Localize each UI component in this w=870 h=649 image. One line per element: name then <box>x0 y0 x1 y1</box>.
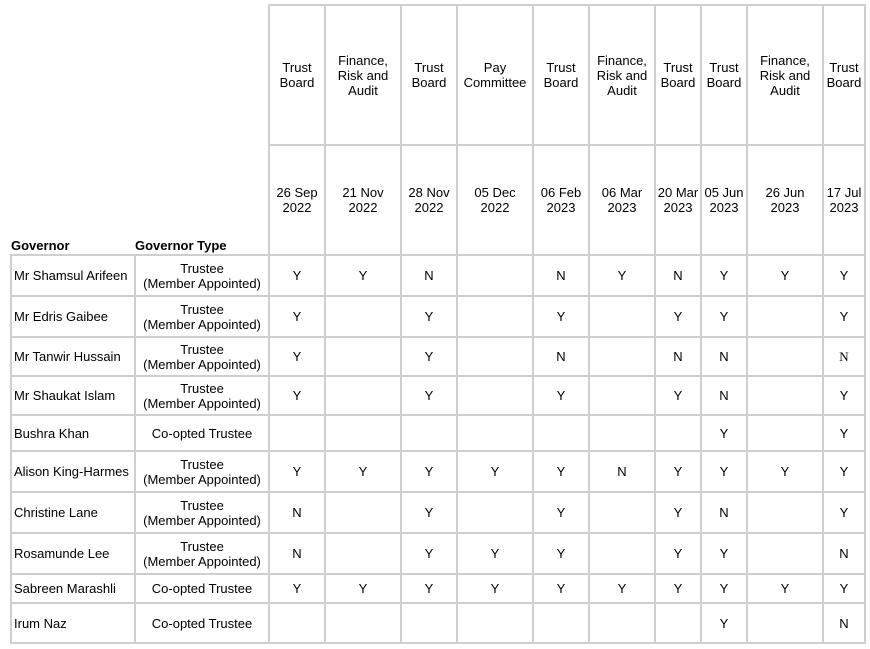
governor-type-line: Trustee <box>180 538 224 554</box>
attendance-cell <box>269 337 325 376</box>
attendance-cell <box>401 574 457 603</box>
attendance-cell <box>655 533 701 574</box>
attendance-mark: N <box>839 349 849 364</box>
committee-name-line: Board <box>411 75 447 90</box>
attendance-mark: Y <box>719 581 729 596</box>
meeting-date-line: 2023 <box>546 200 576 215</box>
attendance-cell <box>747 492 823 533</box>
attendance-cell <box>655 492 701 533</box>
attendance-cell <box>401 296 457 337</box>
attendance-mark: Y <box>556 581 566 596</box>
attendance-cell <box>823 451 865 492</box>
attendance-mark: Y <box>424 349 434 364</box>
attendance-cell <box>269 492 325 533</box>
committee-name-line: Board <box>826 75 862 90</box>
attendance-cell <box>589 533 655 574</box>
governor-type-line: Co-opted Trustee <box>151 425 253 441</box>
attendance-cell <box>401 415 457 451</box>
meeting-date-line: 20 Mar <box>657 185 699 200</box>
attendance-cell <box>401 451 457 492</box>
attendance-mark: Y <box>839 388 849 403</box>
governor-name <box>11 492 135 533</box>
attendance-mark: N <box>556 349 566 364</box>
attendance-cell <box>747 451 823 492</box>
attendance-mark: Y <box>673 505 683 520</box>
governor-name-text: Irum Naz <box>14 615 67 631</box>
attendance-mark: N <box>719 505 729 520</box>
governor-name <box>11 415 135 451</box>
attendance-mark: Y <box>719 615 729 631</box>
governor-name <box>11 574 135 603</box>
attendance-cell <box>533 296 589 337</box>
attendance-cell <box>269 451 325 492</box>
attendance-cell <box>589 255 655 296</box>
committee-name-line: Finance, <box>338 52 388 68</box>
meeting-committee-header <box>533 5 589 145</box>
meeting-date-header <box>823 145 865 255</box>
attendance-cell <box>533 415 589 451</box>
meeting-date-header <box>701 145 747 255</box>
meeting-date-line: 2022 <box>480 200 510 215</box>
attendance-mark: Y <box>424 505 434 520</box>
attendance-cell <box>747 376 823 415</box>
attendance-mark: Y <box>556 505 566 520</box>
committee-name-line: Trust <box>546 60 576 75</box>
governor-row <box>11 533 865 574</box>
attendance-cell <box>701 255 747 296</box>
attendance-mark: Y <box>358 268 368 283</box>
attendance-cell <box>533 376 589 415</box>
meeting-date-line: 2023 <box>607 200 637 215</box>
attendance-mark: N <box>719 349 729 364</box>
attendance-cell <box>589 574 655 603</box>
attendance-mark: Y <box>719 309 729 324</box>
meeting-date-line: 2023 <box>663 200 693 215</box>
governor-name-text: Mr Tanwir Hussain <box>14 349 121 364</box>
meeting-date-header <box>655 145 701 255</box>
attendance-cell <box>747 415 823 451</box>
attendance-mark: Y <box>839 309 849 324</box>
meeting-date-line: 2023 <box>770 200 800 215</box>
attendance-cell <box>269 533 325 574</box>
attendance-mark: Y <box>556 309 566 324</box>
meeting-date-header <box>401 145 457 255</box>
committee-name-line: Risk and <box>759 67 811 83</box>
attendance-mark: Y <box>424 546 434 561</box>
meeting-date-header <box>589 145 655 255</box>
attendance-cell <box>747 574 823 603</box>
governor-type-line: (Member Appointed) <box>143 395 261 411</box>
meeting-committee-header <box>589 5 655 145</box>
meeting-date-line: 2022 <box>414 200 444 215</box>
attendance-cell <box>325 255 401 296</box>
committee-name-line: Audit <box>607 82 637 98</box>
attendance-cell <box>701 492 747 533</box>
attendance-cell <box>589 296 655 337</box>
attendance-mark: Y <box>617 581 627 596</box>
committee-name-line: Trust <box>709 60 739 75</box>
committee-name-line: Audit <box>770 82 800 98</box>
attendance-mark: Y <box>556 546 566 561</box>
attendance-mark: Y <box>719 268 729 283</box>
attendance-cell <box>269 376 325 415</box>
meeting-date-line: 2023 <box>709 200 739 215</box>
attendance-mark: N <box>424 268 434 283</box>
governor-type-line: Trustee <box>180 497 224 513</box>
meeting-date-line: 05 Jun <box>704 185 744 200</box>
attendance-mark: Y <box>292 309 302 324</box>
meeting-date-line: 21 Nov <box>342 185 384 200</box>
attendance-mark: Y <box>490 464 500 479</box>
attendance-cell <box>269 603 325 643</box>
attendance-cell <box>655 451 701 492</box>
governor-row <box>11 255 865 296</box>
governor-type-line: (Member Appointed) <box>143 316 261 332</box>
attendance-cell <box>457 376 533 415</box>
attendance-cell <box>325 415 401 451</box>
attendance-cell <box>747 255 823 296</box>
governor-name-text: Mr Shaukat Islam <box>14 388 116 403</box>
attendance-mark: Y <box>673 581 683 596</box>
attendance-cell <box>269 255 325 296</box>
governor-type-column-label <box>135 145 269 255</box>
attendance-cell <box>457 533 533 574</box>
governor-name-text: Mr Shamsul Arifeen <box>14 268 128 283</box>
governor-name <box>11 337 135 376</box>
attendance-cell <box>533 255 589 296</box>
date-header-row <box>11 145 865 255</box>
attendance-mark: Y <box>673 309 683 324</box>
attendance-mark: Y <box>358 464 368 479</box>
attendance-mark: Y <box>673 388 683 403</box>
attendance-cell <box>589 492 655 533</box>
attendance-cell <box>401 492 457 533</box>
attendance-mark: Y <box>358 581 368 596</box>
governor-type-line: Trustee <box>180 380 224 396</box>
committee-name-line: Trust <box>829 60 859 75</box>
attendance-cell <box>589 376 655 415</box>
governor-type <box>135 376 269 415</box>
governor-name-text: Bushra Khan <box>14 425 90 441</box>
governor-label-text: Governor <box>11 238 70 253</box>
attendance-cell <box>401 533 457 574</box>
meeting-date-line: 06 Mar <box>601 185 643 200</box>
committee-header-row <box>11 5 865 145</box>
governor-type <box>135 415 269 451</box>
attendance-mark: N <box>673 268 683 283</box>
attendance-cell <box>457 603 533 643</box>
attendance-cell <box>701 533 747 574</box>
header-spacer <box>11 5 269 145</box>
meeting-date-header <box>325 145 401 255</box>
meeting-date-line: 26 Jun <box>765 185 805 200</box>
attendance-cell <box>655 255 701 296</box>
meeting-date-line: 28 Nov <box>408 185 450 200</box>
attendance-mark: N <box>292 546 302 561</box>
attendance-cell <box>325 574 401 603</box>
governor-name <box>11 376 135 415</box>
attendance-cell <box>701 376 747 415</box>
attendance-cell <box>457 296 533 337</box>
governor-type-line: (Member Appointed) <box>143 356 261 372</box>
governor-type-line: (Member Appointed) <box>143 275 261 291</box>
committee-name-line: Trust <box>414 60 444 75</box>
attendance-mark: Y <box>839 581 849 596</box>
attendance-mark: Y <box>719 546 729 561</box>
attendance-cell <box>533 533 589 574</box>
governor-row <box>11 492 865 533</box>
attendance-cell <box>533 603 589 643</box>
attendance-cell <box>701 603 747 643</box>
attendance-cell <box>655 574 701 603</box>
attendance-mark: Y <box>556 464 566 479</box>
governor-type <box>135 296 269 337</box>
governor-type <box>135 451 269 492</box>
attendance-cell <box>325 337 401 376</box>
attendance-cell <box>457 255 533 296</box>
attendance-cell <box>533 451 589 492</box>
governor-row <box>11 603 865 643</box>
attendance-cell <box>325 296 401 337</box>
attendance-mark: N <box>839 615 849 631</box>
meeting-committee-header <box>269 5 325 145</box>
attendance-mark: Y <box>839 425 849 441</box>
attendance-cell <box>823 415 865 451</box>
attendance-mark: Y <box>424 388 434 403</box>
governor-name-text: Sabreen Marashli <box>14 581 116 596</box>
governor-row <box>11 296 865 337</box>
attendance-mark: Y <box>673 464 683 479</box>
attendance-mark: Y <box>292 349 302 364</box>
governor-type <box>135 492 269 533</box>
governor-type <box>135 533 269 574</box>
governor-column-label <box>11 145 135 255</box>
governor-name <box>11 533 135 574</box>
attendance-cell <box>589 415 655 451</box>
governor-name <box>11 451 135 492</box>
attendance-mark: Y <box>556 388 566 403</box>
attendance-cell <box>325 492 401 533</box>
meeting-committee-header <box>325 5 401 145</box>
attendance-cell <box>457 492 533 533</box>
governor-type <box>135 574 269 603</box>
attendance-mark: Y <box>490 546 500 561</box>
governor-row <box>11 415 865 451</box>
attendance-cell <box>401 255 457 296</box>
attendance-cell <box>401 603 457 643</box>
attendance-mark: Y <box>780 464 790 479</box>
meeting-date-line: 17 Jul <box>826 185 862 200</box>
attendance-mark: Y <box>839 464 849 479</box>
attendance-cell <box>823 296 865 337</box>
meeting-committee-header <box>747 5 823 145</box>
governor-type-line: Co-opted Trustee <box>151 615 253 631</box>
attendance-mark: N <box>839 546 849 561</box>
committee-name-line: Finance, <box>597 52 647 68</box>
governor-name-text: Christine Lane <box>14 505 98 520</box>
attendance-table-container <box>10 4 866 644</box>
attendance-cell <box>747 337 823 376</box>
attendance-cell <box>655 376 701 415</box>
attendance-cell <box>701 296 747 337</box>
governor-type-line: Trustee <box>180 341 224 357</box>
committee-name-line: Risk and <box>337 67 389 83</box>
attendance-cell <box>533 574 589 603</box>
meeting-date-header <box>269 145 325 255</box>
attendance-mark: Y <box>839 505 849 520</box>
governor-type-line: (Member Appointed) <box>143 553 261 569</box>
governor-type-line: Co-opted Trustee <box>151 581 253 596</box>
committee-name-line: Finance, <box>760 52 810 68</box>
governor-name-text: Rosamunde Lee <box>14 546 110 561</box>
governor-name-text: Mr Edris Gaibee <box>14 309 108 324</box>
committee-name-line: Board <box>660 75 696 90</box>
attendance-cell <box>457 574 533 603</box>
governor-type-line: Trustee <box>180 456 224 472</box>
committee-name-line: Trust <box>663 60 693 75</box>
attendance-cell <box>701 337 747 376</box>
governor-row <box>11 451 865 492</box>
attendance-cell <box>533 492 589 533</box>
attendance-mark: Y <box>780 268 790 283</box>
attendance-mark: N <box>556 268 566 283</box>
governor-row <box>11 337 865 376</box>
meeting-date-header <box>747 145 823 255</box>
governor-row <box>11 376 865 415</box>
committee-name-line: Trust <box>282 60 312 75</box>
committee-name-line: Pay <box>483 60 507 75</box>
governor-type <box>135 255 269 296</box>
governor-row <box>11 574 865 603</box>
attendance-mark: Y <box>424 581 434 596</box>
attendance-mark: N <box>673 349 683 364</box>
attendance-mark: Y <box>719 464 729 479</box>
governor-name <box>11 296 135 337</box>
committee-name-line: Risk and <box>596 67 648 83</box>
attendance-cell <box>325 533 401 574</box>
attendance-mark: Y <box>292 388 302 403</box>
attendance-cell <box>533 337 589 376</box>
attendance-cell <box>823 492 865 533</box>
attendance-cell <box>655 415 701 451</box>
attendance-mark: N <box>719 388 729 403</box>
attendance-cell <box>325 376 401 415</box>
attendance-cell <box>655 337 701 376</box>
attendance-cell <box>747 603 823 643</box>
attendance-cell <box>589 337 655 376</box>
meeting-committee-header <box>457 5 533 145</box>
meeting-committee-header <box>823 5 865 145</box>
meeting-date-line: 05 Dec <box>474 185 516 200</box>
meeting-date-header <box>457 145 533 255</box>
committee-name-line: Board <box>543 75 579 90</box>
attendance-table <box>10 4 866 644</box>
attendance-cell <box>701 574 747 603</box>
attendance-mark: Y <box>490 581 500 596</box>
attendance-cell <box>655 603 701 643</box>
attendance-mark: Y <box>292 464 302 479</box>
attendance-cell <box>269 574 325 603</box>
attendance-mark: Y <box>719 425 729 441</box>
governor-name <box>11 603 135 643</box>
attendance-mark: Y <box>780 581 790 596</box>
attendance-cell <box>589 451 655 492</box>
governor-type-label-text: Governor Type <box>135 238 227 253</box>
committee-name-line: Board <box>706 75 742 90</box>
attendance-cell <box>823 255 865 296</box>
attendance-cell <box>823 574 865 603</box>
attendance-cell <box>457 415 533 451</box>
meeting-date-line: 2022 <box>282 200 312 215</box>
attendance-mark: Y <box>292 581 302 596</box>
governor-type <box>135 603 269 643</box>
governor-type-line: (Member Appointed) <box>143 471 261 487</box>
attendance-mark: Y <box>839 268 849 283</box>
governor-type-line: Trustee <box>180 260 224 276</box>
committee-name-line: Committee <box>463 75 527 90</box>
meeting-committee-header <box>655 5 701 145</box>
attendance-cell <box>655 296 701 337</box>
attendance-cell <box>325 603 401 643</box>
attendance-cell <box>823 533 865 574</box>
governor-type <box>135 337 269 376</box>
attendance-cell <box>701 415 747 451</box>
attendance-mark: Y <box>292 268 302 283</box>
attendance-cell <box>401 337 457 376</box>
attendance-cell <box>325 451 401 492</box>
meeting-committee-header <box>701 5 747 145</box>
meeting-date-line: 06 Feb <box>540 185 582 200</box>
governor-name-text: Alison King-Harmes <box>14 464 129 479</box>
attendance-cell <box>823 337 865 376</box>
governor-type-line: Trustee <box>180 301 224 317</box>
attendance-cell <box>701 451 747 492</box>
attendance-mark: Y <box>617 268 627 283</box>
attendance-mark: Y <box>424 464 434 479</box>
attendance-cell <box>457 451 533 492</box>
attendance-mark: Y <box>673 546 683 561</box>
attendance-mark: N <box>617 464 627 479</box>
attendance-cell <box>457 337 533 376</box>
attendance-cell <box>269 415 325 451</box>
attendance-cell <box>823 603 865 643</box>
attendance-cell <box>823 376 865 415</box>
attendance-mark: Y <box>424 309 434 324</box>
committee-name-line: Board <box>279 75 315 90</box>
attendance-cell <box>747 296 823 337</box>
meeting-date-line: 2023 <box>829 200 859 215</box>
attendance-cell <box>747 533 823 574</box>
attendance-cell <box>269 296 325 337</box>
meeting-date-header <box>533 145 589 255</box>
attendance-cell <box>401 376 457 415</box>
meeting-date-line: 2022 <box>348 200 378 215</box>
governor-name <box>11 255 135 296</box>
governor-type-line: (Member Appointed) <box>143 512 261 528</box>
meeting-committee-header <box>401 5 457 145</box>
committee-name-line: Audit <box>348 82 378 98</box>
meeting-date-line: 26 Sep <box>276 185 318 200</box>
attendance-mark: N <box>292 505 302 520</box>
attendance-cell <box>589 603 655 643</box>
